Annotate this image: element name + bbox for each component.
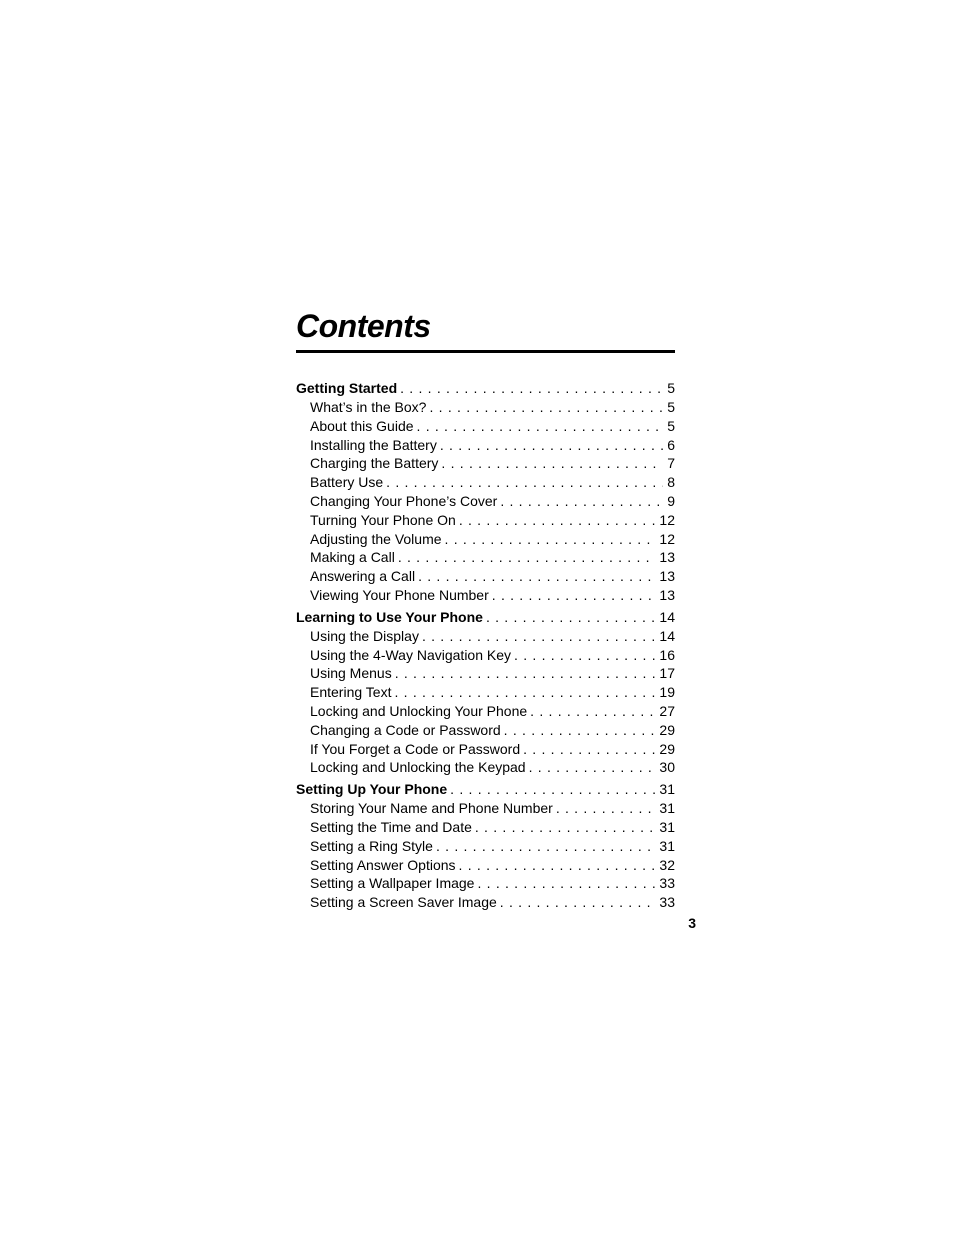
toc-page-ref: 13 <box>659 549 675 566</box>
toc-item-label: Using the Display <box>310 627 419 644</box>
toc-page-ref: 5 <box>667 417 675 434</box>
dot-leader <box>445 530 656 549</box>
toc-section-label: Getting Started <box>296 380 398 396</box>
toc-item[interactable] <box>296 530 675 549</box>
toc-item-label: Locking and Unlocking Your Phone <box>310 702 528 719</box>
toc-page-ref: 33 <box>659 894 675 911</box>
toc-item-label: Viewing Your Phone Number <box>310 586 489 603</box>
toc-page-ref: 31 <box>659 837 675 854</box>
toc-item[interactable] <box>296 436 675 455</box>
toc-item[interactable] <box>296 473 675 492</box>
toc-page-ref: 16 <box>659 646 675 663</box>
dot-leader <box>492 586 656 605</box>
toc-item-label: Installing the Battery <box>310 436 437 453</box>
toc-item[interactable] <box>296 646 675 665</box>
toc-item[interactable] <box>296 818 675 837</box>
toc-page-ref: 17 <box>659 665 675 682</box>
toc-section-setting-up-your-phone[interactable] <box>296 780 675 799</box>
page-number: 3 <box>688 915 696 931</box>
toc-item-label: Setting a Ring Style <box>310 837 433 854</box>
dot-leader <box>395 664 656 683</box>
toc-page-ref: 13 <box>659 586 675 603</box>
toc-item-label: Changing Your Phone’s Cover <box>310 492 498 509</box>
dot-leader <box>459 511 656 530</box>
dot-leader <box>417 417 664 436</box>
toc-page-ref: 32 <box>659 856 675 873</box>
toc-page-ref: 29 <box>659 721 675 738</box>
toc-item-label: If You Forget a Code or Password <box>310 740 521 757</box>
dot-leader <box>429 398 663 417</box>
toc-item[interactable] <box>296 740 675 759</box>
toc-item[interactable] <box>296 837 675 856</box>
toc-page-ref: 31 <box>659 818 675 835</box>
toc-page-ref: 7 <box>667 455 675 472</box>
dot-leader <box>398 548 656 567</box>
dot-leader <box>530 702 655 721</box>
toc-page-ref: 8 <box>667 474 675 491</box>
toc-page-ref: 31 <box>659 800 675 817</box>
dot-leader <box>422 627 655 646</box>
toc-item-label: Setting a Wallpaper Image <box>310 875 475 892</box>
toc-item[interactable] <box>296 702 675 721</box>
toc-item-label: Making a Call <box>310 549 395 566</box>
dot-leader <box>514 646 655 665</box>
toc-item[interactable] <box>296 398 675 417</box>
toc-page-ref: 19 <box>659 684 675 701</box>
dot-leader <box>486 608 655 627</box>
toc-section-label: Setting Up Your Phone <box>296 781 448 798</box>
toc-page-ref: 12 <box>659 511 675 528</box>
title-rule <box>296 350 675 353</box>
toc-page-ref: 5 <box>667 380 675 396</box>
dot-leader <box>459 856 656 875</box>
page-title: Contents <box>296 308 431 344</box>
toc-section-getting-started[interactable] <box>296 379 675 398</box>
toc-section-learning-to-use-your-phone[interactable] <box>296 608 675 627</box>
dot-leader <box>529 758 656 777</box>
dot-leader <box>523 740 655 759</box>
toc-item[interactable] <box>296 567 675 586</box>
toc-item[interactable] <box>296 874 675 893</box>
dot-leader <box>475 818 656 837</box>
toc-item-label: What’s in the Box? <box>310 399 427 415</box>
dot-leader <box>504 721 656 740</box>
toc-item-label: Charging the Battery <box>310 455 439 472</box>
dot-leader <box>436 837 655 856</box>
toc-item-label: Using Menus <box>310 665 392 682</box>
toc-page-ref: 33 <box>659 875 675 892</box>
toc-item-label: Adjusting the Volume <box>310 530 442 547</box>
toc-page-ref: 5 <box>667 399 675 415</box>
dot-leader <box>400 379 663 398</box>
dot-leader <box>500 492 663 511</box>
dot-leader <box>441 454 663 473</box>
toc-item-label: Locking and Unlocking the Keypad <box>310 759 526 776</box>
dot-leader <box>394 683 655 702</box>
toc-page-ref: 9 <box>667 492 675 509</box>
toc-item-label: Entering Text <box>310 684 392 701</box>
table-of-contents <box>296 379 675 912</box>
toc-item-label: Setting a Screen Saver Image <box>310 894 497 911</box>
toc-item-label: Setting the Time and Date <box>310 818 472 835</box>
toc-item-label: Answering a Call <box>310 568 416 585</box>
toc-item-label: Battery Use <box>310 474 384 491</box>
toc-page-ref: 13 <box>659 568 675 585</box>
toc-page-ref: 29 <box>659 740 675 757</box>
toc-item[interactable] <box>296 417 675 436</box>
dot-leader <box>440 436 663 455</box>
dot-leader <box>500 893 656 912</box>
toc-item[interactable] <box>296 799 675 818</box>
dot-leader <box>556 799 656 818</box>
toc-item[interactable] <box>296 454 675 473</box>
toc-item[interactable] <box>296 627 675 646</box>
dot-leader <box>477 874 655 893</box>
toc-item[interactable] <box>296 586 675 605</box>
toc-item[interactable] <box>296 683 675 702</box>
toc-item-label: Using the 4-Way Navigation Key <box>310 646 512 663</box>
dot-leader <box>418 567 655 586</box>
toc-item[interactable] <box>296 893 675 912</box>
toc-item[interactable] <box>296 856 675 875</box>
toc-page-ref: 6 <box>667 436 675 453</box>
dot-leader <box>450 780 655 799</box>
toc-section-label: Learning to Use Your Phone <box>296 608 483 625</box>
toc-page-ref: 14 <box>659 627 675 644</box>
toc-item[interactable] <box>296 548 675 567</box>
toc-item-label: Storing Your Name and Phone Number <box>310 800 553 817</box>
toc-item-label: Turning Your Phone On <box>310 511 456 528</box>
toc-item[interactable] <box>296 664 675 683</box>
toc-page-ref: 30 <box>659 759 675 776</box>
toc-item[interactable] <box>296 492 675 511</box>
toc-page-ref: 27 <box>659 702 675 719</box>
toc-item-label: About this Guide <box>310 417 414 434</box>
toc-item[interactable] <box>296 721 675 740</box>
toc-item[interactable] <box>296 511 675 530</box>
toc-item[interactable] <box>296 758 675 777</box>
toc-page-ref: 14 <box>659 608 675 625</box>
toc-page-ref: 12 <box>659 530 675 547</box>
toc-page-ref: 31 <box>659 781 675 798</box>
toc-item-label: Setting Answer Options <box>310 856 456 873</box>
toc-item-label: Changing a Code or Password <box>310 721 501 738</box>
dot-leader <box>386 473 663 492</box>
